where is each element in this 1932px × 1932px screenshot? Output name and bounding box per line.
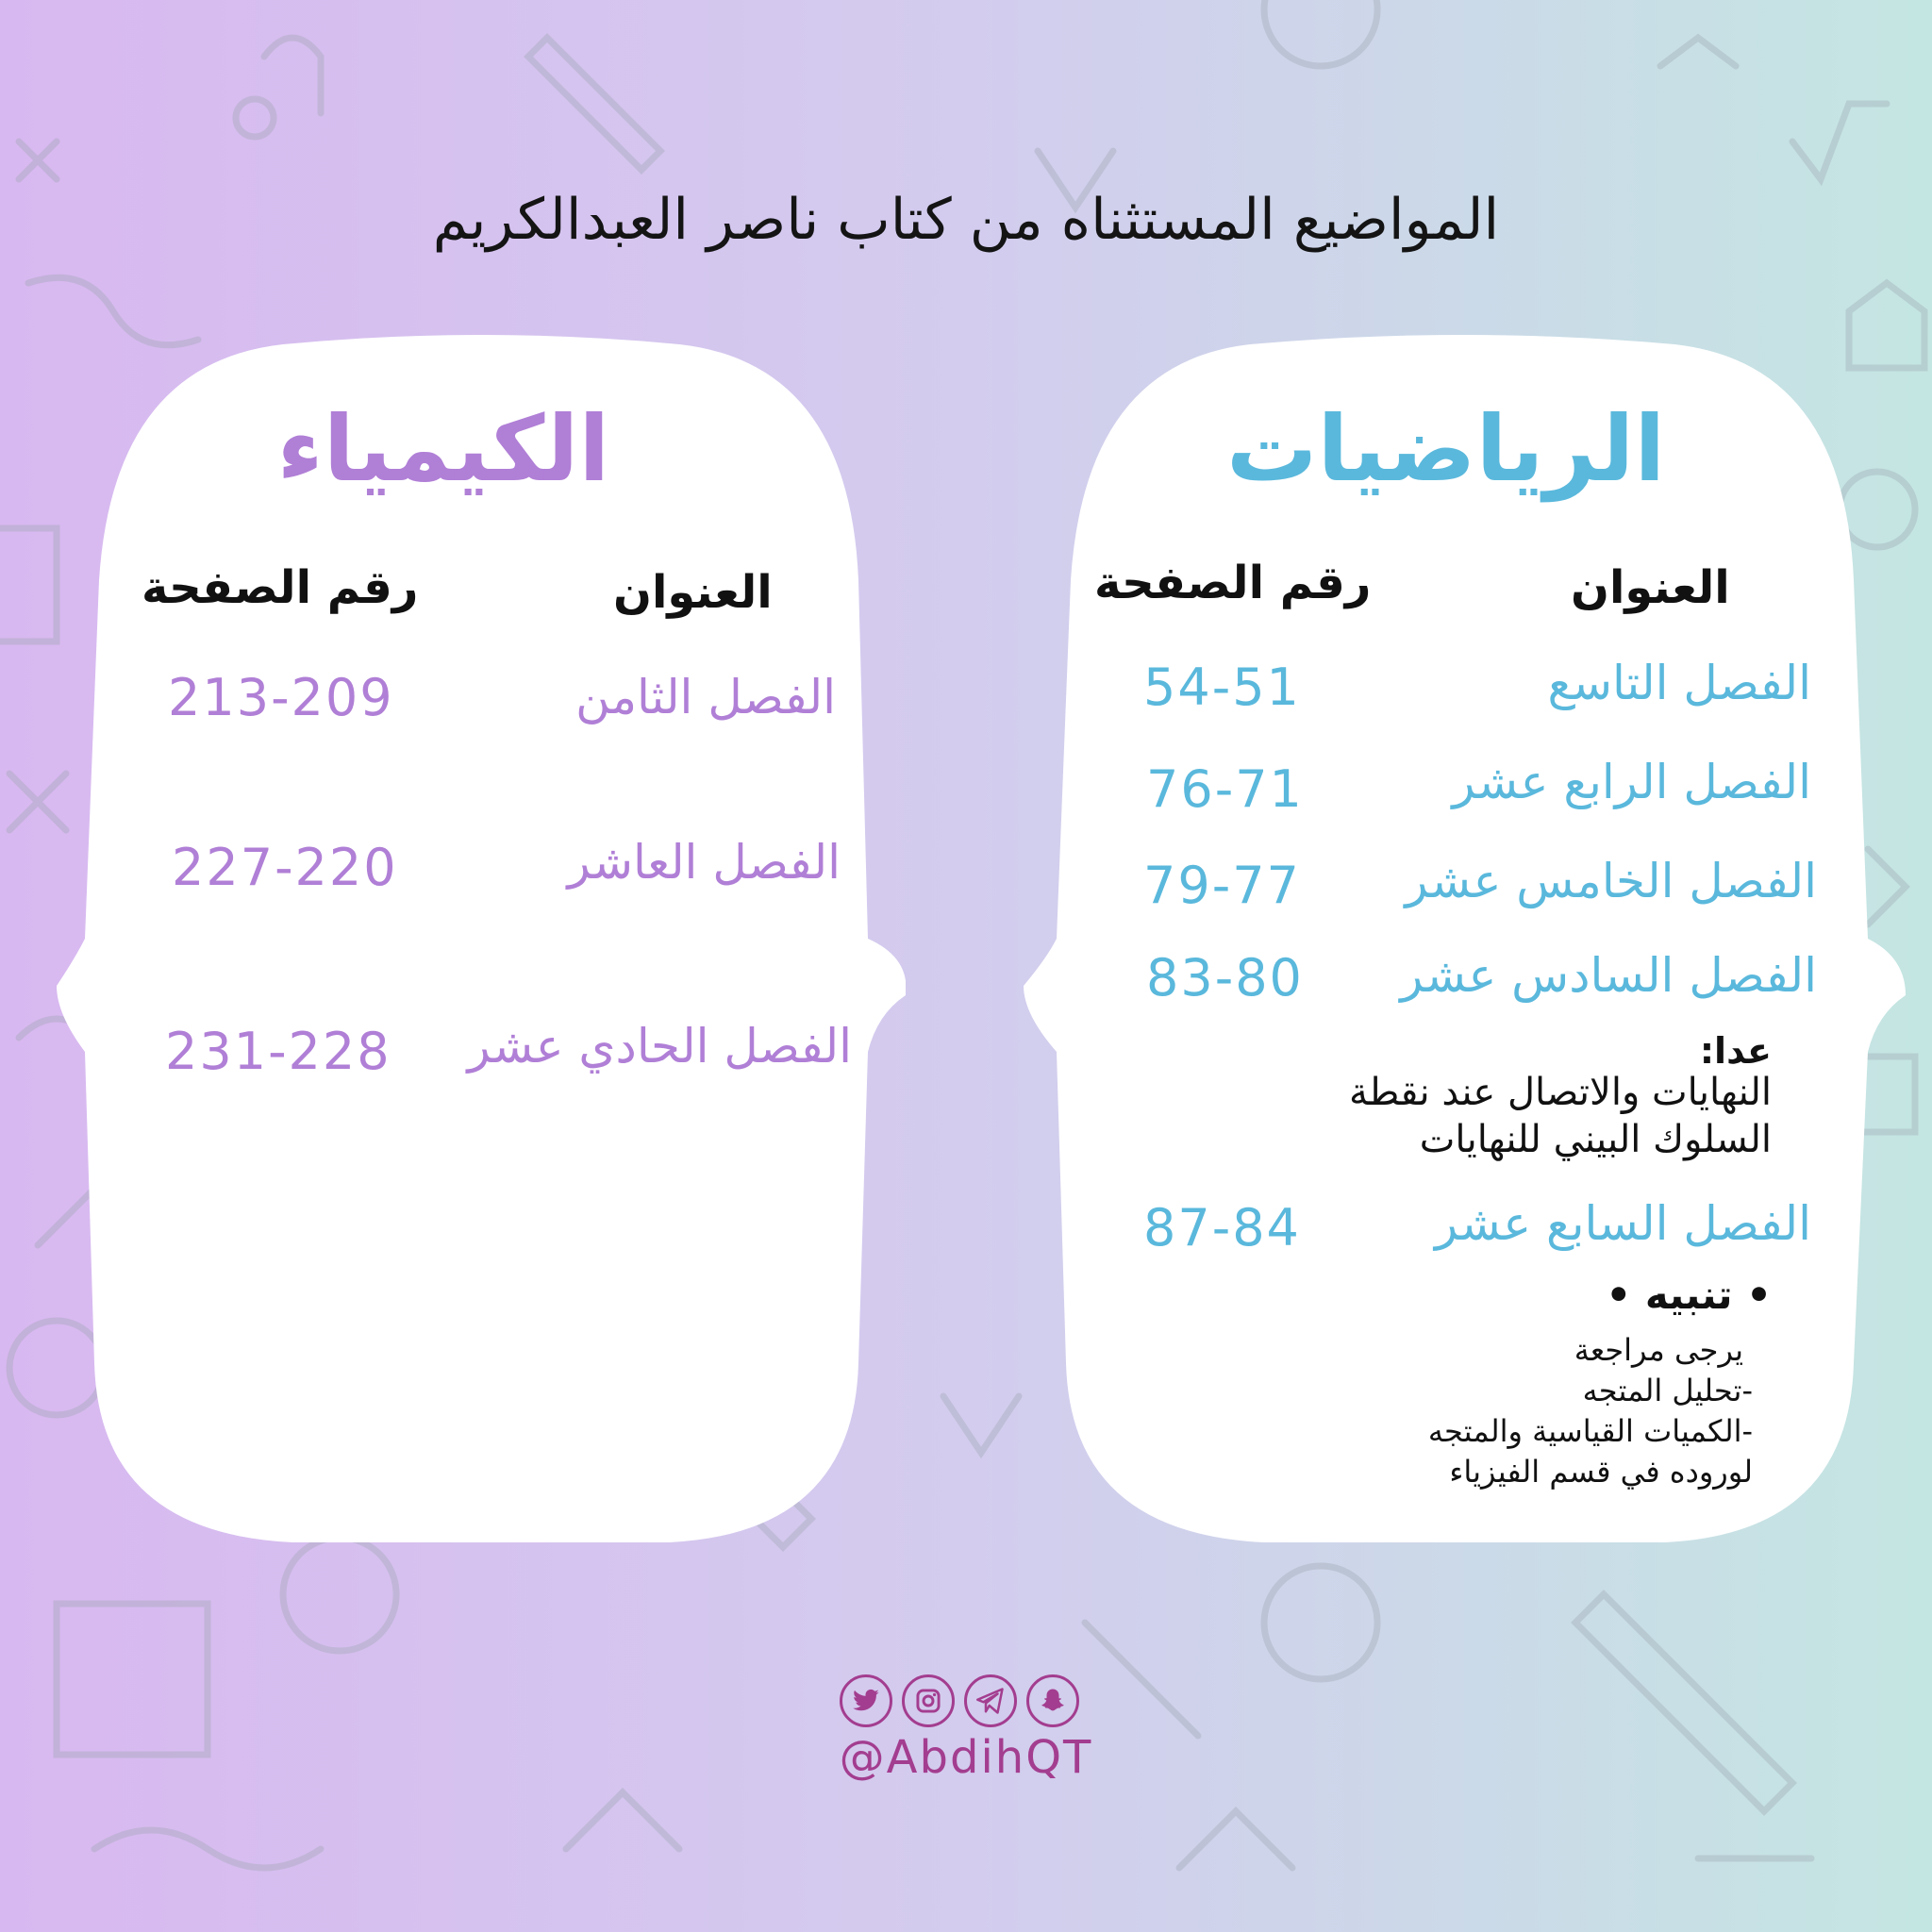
math-pages-17: 87-84 xyxy=(1143,1198,1301,1257)
snapchat-icon[interactable] xyxy=(1026,1674,1079,1727)
math-pages-15: 79-77 xyxy=(1143,856,1301,915)
math-pages-9: 54-51 xyxy=(1143,658,1301,717)
twitter-icon[interactable] xyxy=(840,1674,892,1727)
math-notice-label: • تنبيه • xyxy=(1606,1272,1772,1318)
chemistry-title: الكيمياء xyxy=(276,396,610,502)
chemistry-column-page: رقم الصفحة xyxy=(142,561,419,614)
page-title: المواضيع المستثناه من كتاب ناصر العبدالكريم xyxy=(432,187,1500,253)
chemistry-column-title: العنوان xyxy=(613,566,773,619)
social-handle[interactable]: @AbdihQT xyxy=(839,1731,1093,1784)
math-chapter-9: الفصل التاسع xyxy=(1547,656,1811,710)
chemistry-pages-11: 231-228 xyxy=(165,1022,391,1081)
math-chapter-17: الفصل السابع عشر xyxy=(1435,1196,1811,1251)
telegram-icon[interactable] xyxy=(964,1674,1017,1727)
chemistry-chapter-11: الفصل الحادي عشر xyxy=(467,1019,852,1074)
instagram-icon[interactable] xyxy=(902,1674,955,1727)
math-notice-line-4: لوروده في قسم الفيزياء xyxy=(1449,1454,1753,1490)
chemistry-chapter-10: الفصل العاشر xyxy=(567,835,841,890)
math-column-title: العنوان xyxy=(1571,561,1730,614)
social-icons xyxy=(840,1674,1079,1727)
chemistry-pages-10: 227-220 xyxy=(172,838,398,897)
math-title: الرياضيات xyxy=(1226,396,1666,502)
math-chapter-14: الفصل الرابع عشر xyxy=(1452,755,1811,809)
math-except-label: عدا: xyxy=(1699,1030,1772,1072)
chemistry-card xyxy=(57,335,906,1547)
math-pages-14: 76-71 xyxy=(1146,759,1304,819)
math-chapter-16: الفصل السادس عشر xyxy=(1400,948,1817,1003)
math-except-line-1: النهايات والاتصال عند نقطة xyxy=(1349,1071,1772,1114)
math-card xyxy=(1024,335,1906,1547)
math-chapter-15: الفصل الخامس عشر xyxy=(1405,854,1817,908)
chemistry-pages-8: 213-209 xyxy=(168,668,394,727)
math-notice-line-1: يرجى مراجعة xyxy=(1574,1332,1743,1368)
math-pages-16: 83-80 xyxy=(1146,948,1304,1008)
math-notice-line-3: -الكميات القياسية والمتجه xyxy=(1427,1413,1753,1449)
math-notice-line-2: -تحليل المتجه xyxy=(1582,1373,1753,1408)
chemistry-chapter-8: الفصل الثامن xyxy=(575,670,836,724)
math-column-page: رقم الصفحة xyxy=(1094,557,1372,609)
math-except-line-2: السلوك البيني للنهايات xyxy=(1419,1118,1772,1161)
